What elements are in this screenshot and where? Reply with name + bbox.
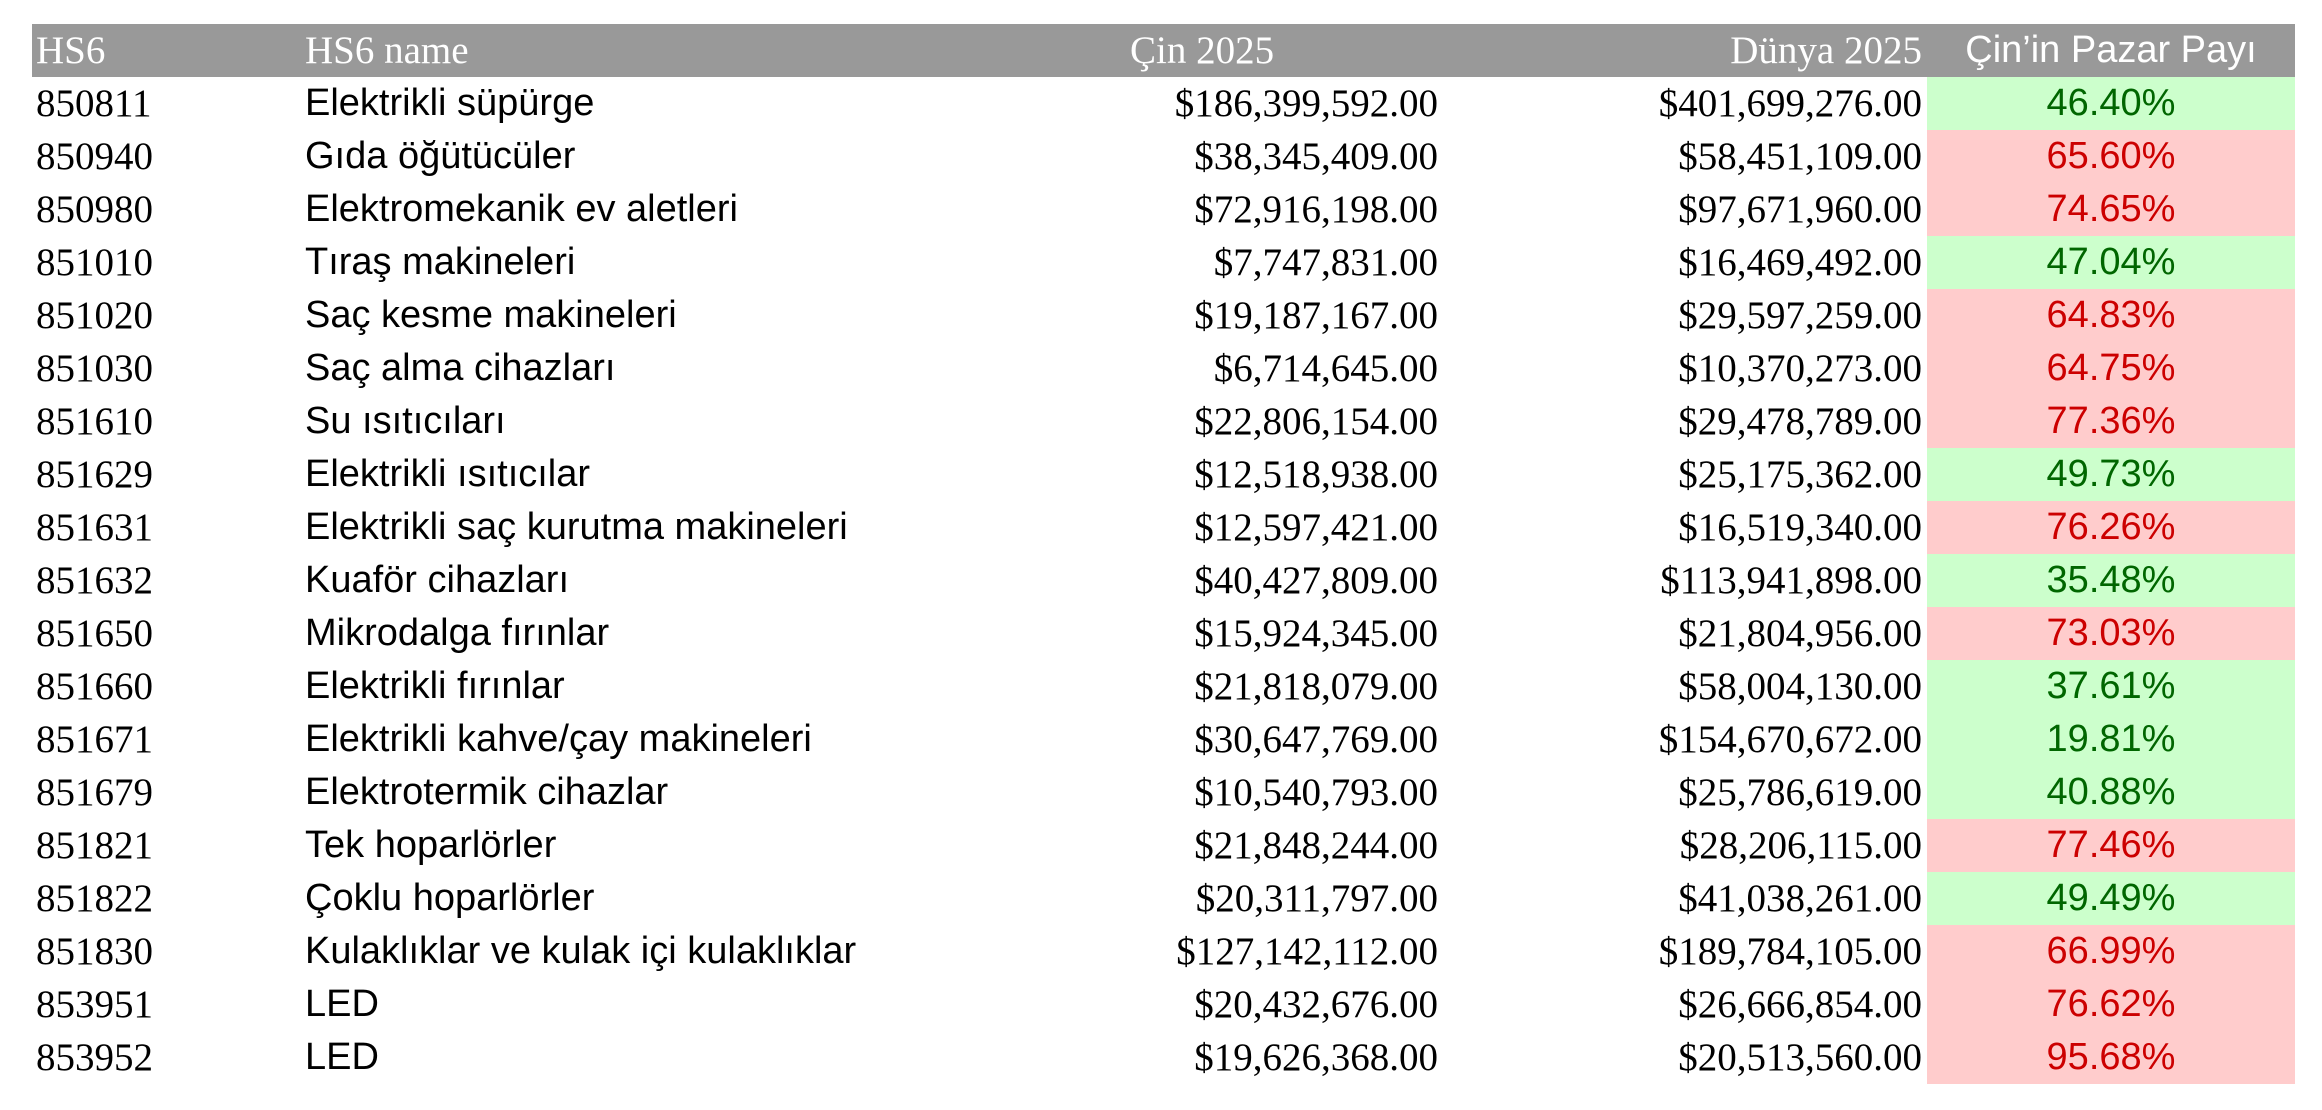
hs6-code-cell[interactable]: 851679 — [36, 771, 153, 814]
table-row — [32, 766, 2295, 819]
china-share-cell[interactable]: 64.75% — [1927, 342, 2295, 395]
hs6-name-cell[interactable]: Kulaklıklar ve kulak içi kulaklıklar — [305, 930, 857, 972]
world-2025-cell[interactable]: $16,519,340.00 — [1678, 506, 1922, 549]
header-hs6-name[interactable]: HS6 name — [305, 29, 469, 72]
china-2025-cell[interactable]: $186,399,592.00 — [1174, 82, 1438, 125]
world-2025-cell[interactable]: $41,038,261.00 — [1678, 877, 1922, 920]
hs6-name-cell[interactable]: Çoklu hoparlörler — [305, 877, 595, 919]
table-row — [32, 607, 2295, 660]
china-2025-cell[interactable]: $127,142,112.00 — [1176, 930, 1438, 973]
china-share-cell[interactable]: 64.83% — [1927, 289, 2295, 342]
china-share-cell[interactable]: 40.88% — [1927, 766, 2295, 819]
china-share-cell[interactable]: 37.61% — [1927, 660, 2295, 713]
hs6-code-cell[interactable]: 850980 — [36, 188, 153, 231]
world-2025-cell[interactable]: $25,786,619.00 — [1678, 771, 1922, 814]
table-header-row — [32, 24, 2295, 77]
header-china-market-share[interactable]: Çin’in Pazar Payı — [1965, 29, 2257, 71]
china-share-cell[interactable]: 47.04% — [1927, 236, 2295, 289]
table-row — [32, 872, 2295, 925]
hs6-name-cell[interactable]: Su ısıtıcıları — [305, 400, 506, 442]
china-share-cell[interactable]: 77.46% — [1927, 819, 2295, 872]
hs6-code-cell[interactable]: 853951 — [36, 983, 153, 1026]
hs6-name-cell[interactable]: Elektrikli kahve/çay makineleri — [305, 718, 812, 760]
world-2025-cell[interactable]: $189,784,105.00 — [1658, 930, 1922, 973]
china-2025-cell[interactable]: $72,916,198.00 — [1194, 188, 1438, 231]
header-hs6[interactable]: HS6 — [36, 29, 106, 72]
market-share-table — [32, 24, 2295, 1084]
hs6-code-cell[interactable]: 850940 — [36, 135, 153, 178]
header-world-2025[interactable]: Dünya 2025 — [1730, 29, 1922, 72]
china-2025-cell[interactable]: $7,747,831.00 — [1213, 241, 1438, 284]
china-2025-cell[interactable]: $22,806,154.00 — [1194, 400, 1438, 443]
hs6-name-cell[interactable]: Mikrodalga fırınlar — [305, 612, 610, 654]
hs6-name-cell[interactable]: Tıraş makineleri — [305, 241, 576, 283]
world-2025-cell[interactable]: $58,451,109.00 — [1678, 135, 1922, 178]
hs6-name-cell[interactable]: Saç alma cihazları — [305, 347, 616, 389]
hs6-code-cell[interactable]: 851821 — [36, 824, 153, 867]
china-share-cell[interactable]: 65.60% — [1927, 130, 2295, 183]
hs6-name-cell[interactable]: Elektrikli ısıtıcılar — [305, 453, 591, 495]
china-2025-cell[interactable]: $19,187,167.00 — [1194, 294, 1438, 337]
hs6-name-cell[interactable]: LED — [305, 983, 379, 1025]
china-2025-cell[interactable]: $38,345,409.00 — [1194, 135, 1438, 178]
china-2025-cell[interactable]: $12,597,421.00 — [1194, 506, 1438, 549]
china-share-cell[interactable]: 95.68% — [1927, 1031, 2295, 1084]
hs6-code-cell[interactable]: 851010 — [36, 241, 153, 284]
china-share-cell[interactable]: 73.03% — [1927, 607, 2295, 660]
china-share-cell[interactable]: 49.73% — [1927, 448, 2295, 501]
hs6-code-cell[interactable]: 851631 — [36, 506, 153, 549]
world-2025-cell[interactable]: $26,666,854.00 — [1678, 983, 1922, 1026]
table-row — [32, 130, 2295, 183]
hs6-name-cell[interactable]: Saç kesme makineleri — [305, 294, 677, 336]
hs6-name-cell[interactable]: Kuaför cihazları — [305, 559, 570, 601]
world-2025-cell[interactable]: $97,671,960.00 — [1678, 188, 1922, 231]
hs6-code-cell[interactable]: 851629 — [36, 453, 153, 496]
china-2025-cell[interactable]: $30,647,769.00 — [1194, 718, 1438, 761]
china-share-cell[interactable]: 76.26% — [1927, 501, 2295, 554]
world-2025-cell[interactable]: $28,206,115.00 — [1679, 824, 1922, 867]
hs6-code-cell[interactable]: 851610 — [36, 400, 153, 443]
table-row — [32, 501, 2295, 554]
hs6-name-cell[interactable]: Elektrikli süpürge — [305, 82, 595, 124]
world-2025-cell[interactable]: $58,004,130.00 — [1678, 665, 1922, 708]
china-share-cell[interactable]: 77.36% — [1927, 395, 2295, 448]
hs6-code-cell[interactable]: 851650 — [36, 612, 153, 655]
hs6-code-cell[interactable]: 851020 — [36, 294, 153, 337]
china-share-cell[interactable]: 35.48% — [1927, 554, 2295, 607]
world-2025-cell[interactable]: $401,699,276.00 — [1658, 82, 1922, 125]
hs6-name-cell[interactable]: LED — [305, 1036, 379, 1078]
table-row — [32, 342, 2295, 395]
hs6-name-cell[interactable]: Gıda öğütücüler — [305, 135, 576, 177]
table-row — [32, 289, 2295, 342]
header-china-2025[interactable]: Çin 2025 — [1130, 29, 1275, 72]
hs6-code-cell[interactable]: 851822 — [36, 877, 153, 920]
table-row — [32, 1031, 2295, 1084]
table-row — [32, 554, 2295, 607]
china-2025-cell[interactable]: $40,427,809.00 — [1194, 559, 1438, 602]
hs6-name-cell[interactable]: Tek hoparlörler — [305, 824, 557, 866]
table-row — [32, 77, 2295, 130]
china-2025-cell[interactable]: $21,818,079.00 — [1194, 665, 1438, 708]
china-2025-cell[interactable]: $20,311,797.00 — [1195, 877, 1438, 920]
world-2025-cell[interactable]: $25,175,362.00 — [1678, 453, 1922, 496]
table-row — [32, 978, 2295, 1031]
table-row — [32, 236, 2295, 289]
hs6-name-cell[interactable]: Elektrotermik cihazlar — [305, 771, 669, 813]
world-2025-cell[interactable]: $113,941,898.00 — [1660, 559, 1922, 602]
china-2025-cell[interactable]: $21,848,244.00 — [1194, 824, 1438, 867]
hs6-name-cell[interactable]: Elektromekanik ev aletleri — [305, 188, 738, 230]
hs6-code-cell[interactable]: 851671 — [36, 718, 153, 761]
hs6-code-cell[interactable]: 851660 — [36, 665, 153, 708]
hs6-name-cell[interactable]: Elektrikli fırınlar — [305, 665, 565, 707]
table-row — [32, 819, 2295, 872]
world-2025-cell[interactable]: $16,469,492.00 — [1678, 241, 1922, 284]
hs6-code-cell[interactable]: 853952 — [36, 1036, 153, 1079]
table-body — [32, 77, 2295, 1084]
hs6-code-cell[interactable]: 851030 — [36, 347, 153, 390]
table-row — [32, 660, 2295, 713]
china-2025-cell[interactable]: $20,432,676.00 — [1194, 983, 1438, 1026]
china-2025-cell[interactable]: $19,626,368.00 — [1194, 1036, 1438, 1079]
china-share-cell[interactable]: 46.40% — [1927, 77, 2295, 130]
world-2025-cell[interactable]: $154,670,672.00 — [1658, 718, 1922, 761]
china-share-cell[interactable]: 76.62% — [1927, 978, 2295, 1031]
china-share-cell[interactable]: 49.49% — [1927, 872, 2295, 925]
table-row — [32, 183, 2295, 236]
china-share-cell[interactable]: 19.81% — [1927, 713, 2295, 766]
table-row — [32, 395, 2295, 448]
world-2025-cell[interactable]: $21,804,956.00 — [1678, 612, 1922, 655]
world-2025-cell[interactable]: $29,597,259.00 — [1678, 294, 1922, 337]
china-share-cell[interactable]: 74.65% — [1927, 183, 2295, 236]
china-2025-cell[interactable]: $6,714,645.00 — [1213, 347, 1438, 390]
china-2025-cell[interactable]: $10,540,793.00 — [1194, 771, 1438, 814]
hs6-code-cell[interactable]: 851632 — [36, 559, 153, 602]
table-row — [32, 448, 2295, 501]
china-2025-cell[interactable]: $15,924,345.00 — [1194, 612, 1438, 655]
world-2025-cell[interactable]: $20,513,560.00 — [1678, 1036, 1922, 1079]
table-row — [32, 925, 2295, 978]
world-2025-cell[interactable]: $10,370,273.00 — [1678, 347, 1922, 390]
world-2025-cell[interactable]: $29,478,789.00 — [1678, 400, 1922, 443]
hs6-name-cell[interactable]: Elektrikli saç kurutma makineleri — [305, 506, 848, 548]
table-row — [32, 713, 2295, 766]
hs6-code-cell[interactable]: 850811 — [36, 82, 152, 125]
hs6-code-cell[interactable]: 851830 — [36, 930, 153, 973]
china-share-cell[interactable]: 66.99% — [1927, 925, 2295, 978]
china-2025-cell[interactable]: $12,518,938.00 — [1194, 453, 1438, 496]
